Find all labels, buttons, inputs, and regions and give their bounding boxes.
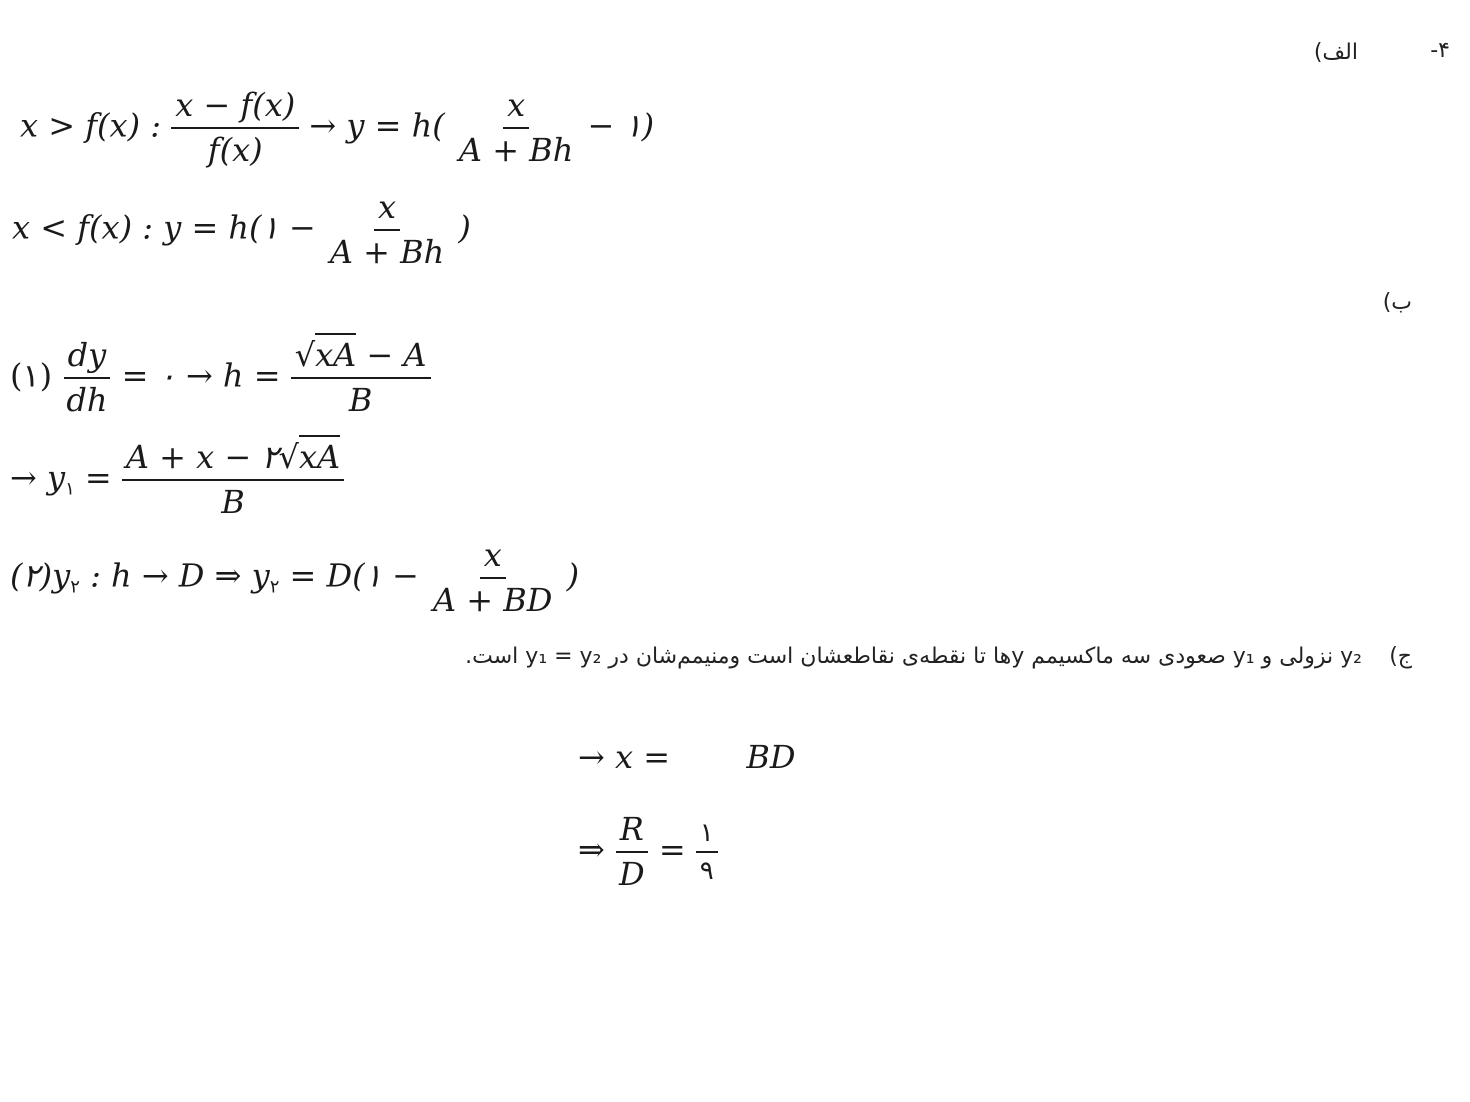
numerator: R: [616, 812, 648, 853]
fraction: [455, 88, 577, 168]
denominator: f(x): [207, 131, 263, 170]
denominator: B: [221, 483, 245, 522]
equals: =: [74, 458, 112, 497]
equals: =: [658, 830, 686, 869]
derivative-fraction: [62, 338, 111, 418]
numerator: x: [503, 88, 529, 129]
subscript: ۲: [269, 576, 280, 598]
part-c-label: ج): [1389, 644, 1412, 669]
denominator: ۹: [699, 856, 714, 887]
denominator: B: [348, 381, 373, 420]
radicand: xA: [315, 333, 356, 374]
tail: ): [458, 208, 471, 247]
part-a-equation-1: [20, 88, 654, 168]
tag: (۱): [10, 356, 53, 395]
denominator: A + Bh: [329, 233, 445, 272]
lead: → x =: [578, 738, 671, 776]
rest: = D(۱ −: [279, 556, 419, 595]
part-c-equation-2: [578, 812, 718, 892]
fraction: [429, 538, 556, 618]
result-fraction: [696, 819, 718, 886]
denominator: A + BD: [433, 581, 553, 620]
implication: = ۰ → h =: [121, 356, 281, 395]
numerator: ۱: [696, 819, 718, 854]
subscript: ۱: [65, 478, 75, 500]
numerator: x − f(x): [171, 88, 299, 129]
fraction: [171, 88, 299, 168]
denominator: D: [618, 855, 645, 894]
denominator: dh: [66, 381, 108, 420]
fraction: [615, 812, 649, 892]
subscript: ۲: [70, 576, 80, 598]
fraction: [122, 440, 344, 520]
question-number: ۴-: [1430, 38, 1450, 63]
fraction: [326, 190, 448, 270]
part-c-equation-1: [578, 738, 796, 776]
tail: ): [566, 556, 580, 595]
numerator: x: [374, 190, 400, 231]
middle: : h → D ⇒ y: [79, 556, 270, 595]
implies: ⇒: [578, 830, 605, 869]
part-c-text: y₂ نزولی و y₁ صعودی سه ماکسیمم yها تا نقطه‌ی نقاطعشان است ومنیمم‌شان در y₁ = y₂ است.: [465, 644, 1362, 669]
part-a-equation-2: [12, 190, 471, 270]
part-a-label: الف): [1313, 40, 1358, 65]
numerator-rest: − A: [356, 336, 427, 374]
partial-term: BD: [746, 738, 796, 776]
fraction: [291, 338, 431, 418]
numerator: [291, 338, 431, 379]
sqrt-sign: √: [278, 438, 299, 476]
tail: − ۱): [587, 106, 655, 145]
condition: x > f(x) :: [20, 106, 162, 145]
sqrt-sign: √: [294, 336, 316, 374]
denominator: A + Bh: [458, 131, 574, 170]
numerator: dy: [64, 338, 111, 379]
numerator: [122, 440, 344, 481]
implication: → y = h(: [309, 106, 445, 145]
radicand: xA: [299, 435, 340, 476]
numerator: x: [480, 538, 506, 579]
part-b-label: ب): [1382, 290, 1412, 315]
part-b-equation-3: [10, 538, 579, 618]
part-b-equation-1: [10, 338, 431, 418]
lead: x < f(x) : y = h(۱ −: [12, 208, 316, 247]
lead: → y: [10, 458, 66, 497]
part-b-equation-2: [10, 440, 344, 520]
numerator-prefix: A + x − ۲: [125, 438, 279, 476]
tag: (۲)y: [10, 556, 71, 595]
